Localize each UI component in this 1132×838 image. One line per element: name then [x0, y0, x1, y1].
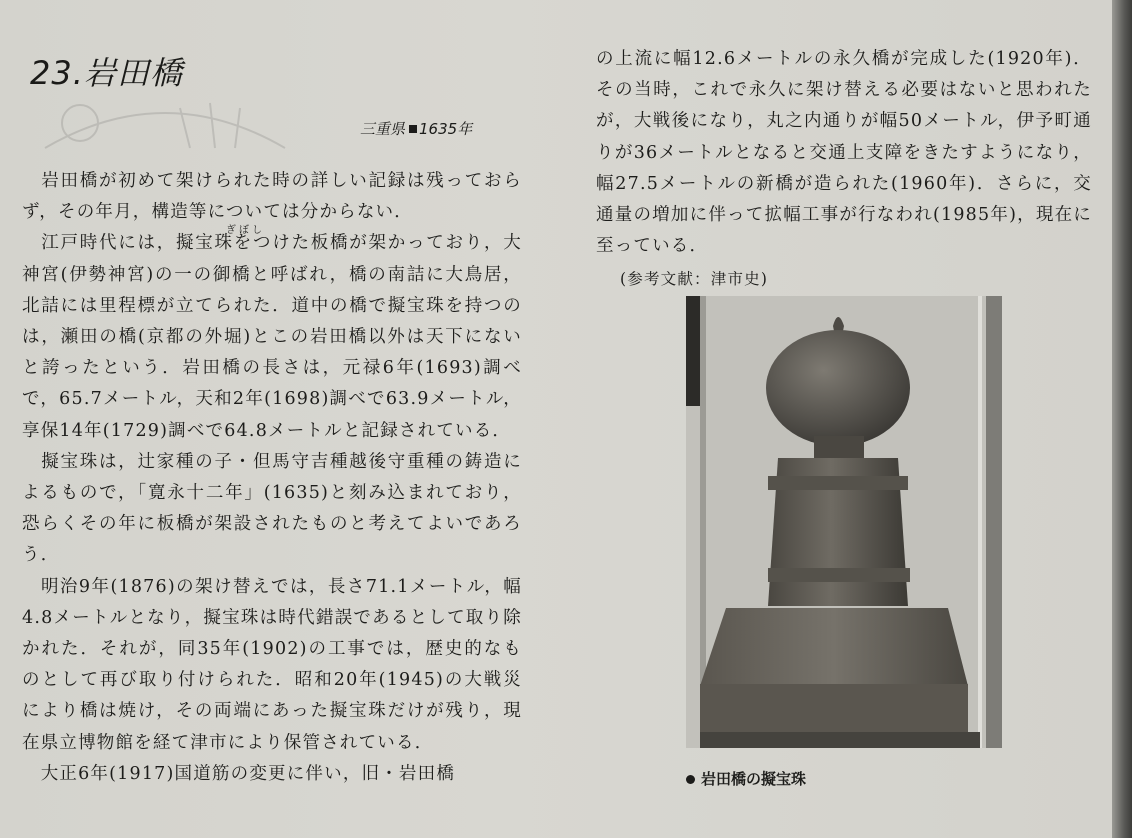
paragraph-5: 大正6年(1917)国道筋の変更に伴い，旧・岩田橋 [22, 763, 456, 784]
giboshi-photo-image [686, 296, 1002, 748]
page-edge [1112, 0, 1132, 838]
photo-caption-text: 岩田橋の擬宝珠 [701, 770, 807, 788]
paragraph-3: 擬宝珠は，辻家種の子・但馬守吉種越後守重種の鋳造によるもので，「寛永十二年」(1635)と刻み込まれており，恐らくその年に板橋が架設されたものと考えてよいであろう． [22, 451, 522, 566]
square-bullet-icon [409, 125, 417, 133]
left-column-text [22, 166, 522, 790]
paragraph-6: の上流に幅12.6メートルの永久橋が完成した(1920年)．その当時，これで永久に架け替える必要はないと思われたが，大戦後になり，丸之内通りが幅50メートル，伊予町通りが36メートルとなると交通上支障をきたすようになり，幅27.5メートルの新橋が造られた(1960年)．さらに，交通量の増加に伴って拡幅工事が行なわれ(1985年)，現在に至っている． [596, 49, 1092, 257]
region-label: 三重県 [360, 120, 406, 138]
right-column-text [596, 44, 1092, 296]
page-title: 23.岩田橋 [30, 54, 183, 92]
bridge-watermark-icon [40, 88, 290, 158]
reference-note: (参考文献：津市史) [620, 270, 769, 289]
paragraph-1: 岩田橋が初めて架けられた時の詳しい記録は残っておらず，その年月，構造等については分からない． [22, 171, 522, 223]
photo-caption [686, 768, 806, 789]
bullet-dot-icon [686, 775, 695, 784]
paragraph-2: 江戸時代には，擬宝珠をつけた板橋が架かっており，大神宮(伊勢神宮)の一の御橋と呼ばれ，橋の南詰に大鳥居，北詰には里程標が立てられた．道中の橋で擬宝珠を持つのは，瀬田の橋(京都の外堀)とこの岩田橋以外は天下にないと誇ったという．岩田橋の長さは，元禄6年(1693)調べで，65.7メートル，天和2年(1698)調べで63.9メートル，享保14年(1729)調べで64.8メートルと記録されている． [22, 233, 522, 441]
ruby-annotation: ぎぼし [226, 225, 265, 236]
paragraph-4: 明治9年(1876)の架け替えでは，長さ71.1メートル，幅4.8メートルとなり，擬宝珠は時代錯誤であるとして取り除かれた．それが，同35年(1902)の工事では，歴史的なものとして再び取り付けられた．昭和20年(1945)の大戦災により橋は焼け，その両端にあった擬宝珠だけが残り，現在県立博物館を経て津市により保管されている． [22, 576, 522, 753]
giboshi-photo [686, 296, 1002, 748]
year-label: 1635年 [419, 120, 473, 138]
region-year-label [360, 118, 472, 139]
